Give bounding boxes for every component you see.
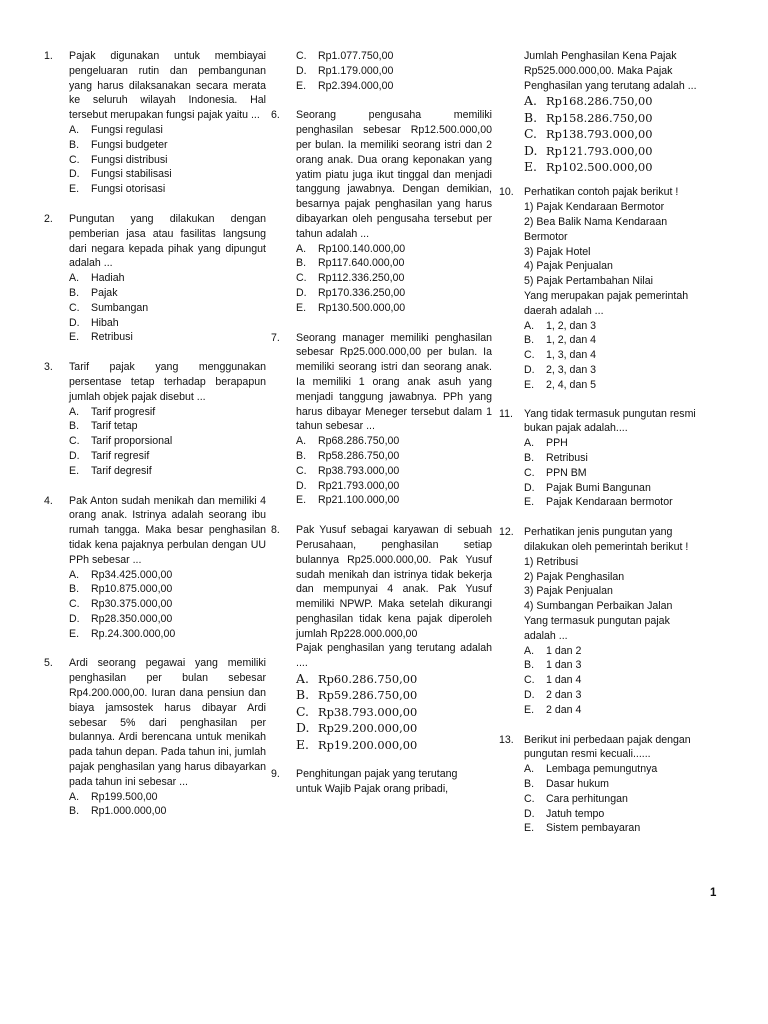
question-text-line: Perhatikan jenis pungutan yang xyxy=(524,526,673,539)
option-e xyxy=(524,159,721,175)
option-b xyxy=(69,419,266,434)
option-text: Rp21.793.000,00 xyxy=(318,479,400,492)
option-text: Rp19.200.000,00 xyxy=(318,737,418,752)
question-text-line: dilakukan oleh pemerintah berikut ! xyxy=(524,540,689,553)
option-a xyxy=(296,671,492,687)
option-letter: D. xyxy=(524,363,535,376)
option-d xyxy=(69,167,266,182)
question-text-line: adalah ... xyxy=(524,629,568,642)
option-letter: C. xyxy=(69,153,80,166)
option-letter: A. xyxy=(296,671,309,687)
question-text: Tarif pajak yang menggunakan persentase tetap terhadap berapapun jumlah objek pajak disebut ... xyxy=(69,361,266,403)
options-list xyxy=(296,49,492,93)
option-text: Rp102.500.000,00 xyxy=(546,160,653,175)
option-text: Fungsi otorisasi xyxy=(91,183,166,196)
option-text: Pajak Bumi Bangunan xyxy=(546,481,651,494)
question-number: 9. xyxy=(271,768,280,781)
options-list xyxy=(69,271,266,345)
question-number: 2. xyxy=(44,212,53,225)
option-letter: E. xyxy=(69,331,80,344)
question-number: 10. xyxy=(499,186,514,199)
option-text: Rp59.286.750,00 xyxy=(318,688,418,703)
option-text: Rp29.200.000,00 xyxy=(318,721,418,736)
option-text: PPH xyxy=(546,437,568,450)
question-text-line: untuk Wajib Pajak orang pribadi, xyxy=(296,782,449,795)
question-text-line: daerah adalah ... xyxy=(524,304,604,317)
question-11 xyxy=(499,407,721,511)
question-4 xyxy=(44,494,266,642)
option-c xyxy=(296,271,492,286)
option-c xyxy=(69,597,266,612)
option-letter: D. xyxy=(296,720,310,736)
option-d xyxy=(524,807,721,822)
option-d xyxy=(296,64,492,79)
option-letter: A. xyxy=(524,763,535,776)
question-13 xyxy=(499,733,721,837)
option-letter: D. xyxy=(524,481,535,494)
option-text: Rp21.100.000,00 xyxy=(318,494,400,507)
option-letter: E. xyxy=(524,822,535,835)
option-text: Rp38.793.000,00 xyxy=(318,704,418,719)
option-letter: A. xyxy=(69,568,80,581)
option-c xyxy=(296,49,492,64)
option-text: Rp10.875.000,00 xyxy=(91,583,173,596)
option-letter: E. xyxy=(69,183,80,196)
option-letter: A. xyxy=(296,242,307,255)
option-c xyxy=(524,792,721,807)
question-5 xyxy=(44,656,266,819)
option-letter: D. xyxy=(296,479,307,492)
option-letter: A. xyxy=(296,435,307,448)
option-text: Sumbangan xyxy=(91,301,149,314)
question-text-line: Bermotor xyxy=(524,230,568,243)
options-list xyxy=(296,242,492,316)
option-letter: A. xyxy=(69,123,80,136)
option-letter: D. xyxy=(69,316,80,329)
option-letter: C. xyxy=(524,466,535,479)
option-letter: E. xyxy=(296,79,307,92)
option-text: Tarif regresif xyxy=(91,449,150,462)
option-text: Rp121.793.000,00 xyxy=(546,143,653,158)
option-d xyxy=(296,720,492,736)
option-letter: A. xyxy=(524,93,537,109)
options-list xyxy=(524,93,721,175)
option-text: Rp38.793.000,00 xyxy=(318,464,400,477)
option-text: 2 dan 3 xyxy=(546,688,582,701)
option-b xyxy=(296,449,492,464)
option-c xyxy=(524,348,721,363)
question-1 xyxy=(44,49,266,197)
option-letter: E. xyxy=(69,464,80,477)
option-text: Dasar hukum xyxy=(546,777,609,790)
column-3 xyxy=(499,49,721,836)
question-9-continued xyxy=(499,49,721,175)
page-number: 1 xyxy=(710,887,717,899)
option-text: Tarif tetap xyxy=(91,420,138,433)
question-prompt: Pajak penghasilan yang terutang adalah .... xyxy=(296,642,492,670)
option-text: Rp1.000.000,00 xyxy=(91,805,167,818)
question-number: 3. xyxy=(44,361,53,374)
question-12 xyxy=(499,525,721,717)
option-e xyxy=(296,301,492,316)
options-list xyxy=(524,644,721,718)
option-letter: C. xyxy=(524,674,535,687)
option-letter: E. xyxy=(524,159,537,175)
question-text-line: Yang termasuk pungutan pajak xyxy=(524,614,670,627)
option-letter: D. xyxy=(69,449,80,462)
option-a xyxy=(69,790,266,805)
option-text: Rp28.350.000,00 xyxy=(91,612,173,625)
option-letter: B. xyxy=(69,805,80,818)
option-letter: D. xyxy=(524,142,538,158)
option-text: 1, 2, dan 4 xyxy=(546,334,597,347)
question-number: 13. xyxy=(499,733,514,746)
option-text: Fungsi regulasi xyxy=(91,123,163,136)
question-number: 11. xyxy=(499,407,513,420)
option-text: Lembaga pemungutnya xyxy=(546,763,658,776)
option-d xyxy=(69,612,266,627)
option-letter: A. xyxy=(69,405,80,418)
option-c xyxy=(69,301,266,316)
question-text-line: 5) Pajak Pertambahan Nilai xyxy=(524,275,653,288)
question-number: 4. xyxy=(44,494,53,507)
question-number: 12. xyxy=(499,526,514,539)
option-c xyxy=(296,704,492,720)
option-b xyxy=(524,658,721,673)
question-9 xyxy=(271,767,492,797)
option-letter: C. xyxy=(524,792,535,805)
option-letter: D. xyxy=(296,286,307,299)
option-e xyxy=(296,493,492,508)
option-letter: A. xyxy=(69,790,80,803)
question-text: Pak Yusuf sebagai karyawan di sebuah Perusahaan, penghasilan setiap bulannya Rp25.000.000,00. Pak Yusuf sudah menikah dan istrinya tidak bekerja dan mempunyai 4 anak. Pak Yusuf memiliki NPWP. Maka setelah dikurangi penghasilan tidak kena pajak diperoleh jumlah Rp228.000.000,00 xyxy=(296,524,492,640)
option-d xyxy=(524,363,721,378)
question-text-line: 2) Pajak Penghasilan xyxy=(524,570,625,583)
question-text-line: Jumlah Penghasilan Kena Pajak xyxy=(524,50,677,62)
option-letter: D. xyxy=(524,807,535,820)
option-c xyxy=(69,434,266,449)
option-a xyxy=(524,762,721,777)
option-letter: B. xyxy=(524,659,535,672)
option-a xyxy=(524,644,721,659)
option-text: Cara perhitungan xyxy=(546,792,628,805)
options-list xyxy=(524,762,721,836)
option-a xyxy=(296,434,492,449)
question-2 xyxy=(44,212,266,345)
option-text: 1, 2, dan 3 xyxy=(546,319,597,332)
question-text: Ardi seorang pegawai yang memiliki penghasilan per bulan sebesar Rp4.200.000,00. Iuran dana pensiun dan biaya jamsostek harus dibayar Ardi sebesar 5% dari penghasilan per bulannya. Ardi berencana untuk menikah pada tahun depan. Pada tahun ini, jumlah pajak penghasilan yang harus dibayarkan pada tahun ini sebesar ... xyxy=(69,657,266,788)
question-text xyxy=(524,525,721,643)
option-text: 1 dan 2 xyxy=(546,644,582,657)
option-text: Rp30.375.000,00 xyxy=(91,598,173,611)
option-text: Rp2.394.000,00 xyxy=(318,79,394,92)
option-e xyxy=(524,378,721,393)
options-list xyxy=(69,568,266,642)
option-letter: D. xyxy=(524,688,535,701)
question-text-line: Penghasilan yang terutang adalah ... xyxy=(524,79,697,92)
option-text: Jatuh tempo xyxy=(546,807,605,820)
option-text: Rp158.286.750,00 xyxy=(546,110,653,125)
question-number: 1. xyxy=(44,50,53,62)
option-text: 1, 3, dan 4 xyxy=(546,349,597,362)
question-text-line: bukan pajak adalah.... xyxy=(524,422,628,435)
option-b xyxy=(524,451,721,466)
option-letter: C. xyxy=(69,435,80,448)
option-text: Retribusi xyxy=(546,451,588,464)
option-a xyxy=(524,93,721,109)
option-letter: C. xyxy=(296,464,307,477)
question-number: 5. xyxy=(44,657,53,670)
option-text: Retribusi xyxy=(91,331,133,344)
option-text: Rp130.500.000,00 xyxy=(318,301,406,314)
option-e xyxy=(69,627,266,642)
option-letter: A. xyxy=(524,437,535,450)
question-text: Seorang pengusaha memiliki penghasilan sebesar Rp12.500.000,00 per bulan. Ia memiliki seorang istri dan 2 orang anak. Dua orang keponakan yang yatim piatu juga ikut tinggal dan menjadi tanggung jawabnya. Dengan demikian, besarnya pajak penghasilan yang harus dibayarkan oleh pengusaha tersebut per tahun adalah ... xyxy=(296,109,492,240)
option-text: Rp58.286.750,00 xyxy=(318,449,400,462)
option-letter: C. xyxy=(296,703,309,719)
option-text: Rp1.077.750,00 xyxy=(318,50,394,62)
option-letter: B. xyxy=(69,286,80,299)
option-text: Sistem pembayaran xyxy=(546,822,641,835)
option-text: Rp138.793.000,00 xyxy=(546,127,653,142)
option-letter: B. xyxy=(524,777,535,790)
option-text: Rp168.286.750,00 xyxy=(546,94,653,109)
question-8 xyxy=(271,523,492,753)
question-text-line: pungutan resmi kecuali...... xyxy=(524,748,651,761)
option-d xyxy=(69,449,266,464)
option-b xyxy=(296,687,492,703)
option-b xyxy=(69,582,266,597)
question-number: 6. xyxy=(271,109,280,122)
question-number: 8. xyxy=(271,524,280,537)
option-letter: B. xyxy=(69,420,80,433)
question-text: Pak Anton sudah menikah dan memiliki 4 orang anak. Istrinya adalah seorang ibu rumah tangga. Maka besar penghasilan tidak kena pajaknya perbulan dengan UU PPh sebesar ... xyxy=(69,494,266,566)
option-a xyxy=(69,123,266,138)
question-text xyxy=(296,767,492,797)
option-e xyxy=(296,79,492,94)
question-text: Pajak digunakan untuk membiayai pengeluaran rutin dan pembangunan yang harus dilaksanakan secara merata ke seluruh wilayah Indonesia. Hal tersebut merupakan fungsi pajak yaitu ... xyxy=(69,50,266,122)
option-c xyxy=(69,153,266,168)
option-a xyxy=(69,405,266,420)
question-10 xyxy=(499,185,721,392)
question-7 xyxy=(271,331,492,509)
question-text-line: 1) Retribusi xyxy=(524,555,579,568)
option-e xyxy=(69,464,266,479)
option-letter: B. xyxy=(296,687,310,703)
option-letter: D. xyxy=(69,168,80,181)
question-text-line: Yang tidak termasuk pungutan resmi xyxy=(524,407,696,420)
question-text xyxy=(524,185,721,318)
option-c xyxy=(524,466,721,481)
option-e xyxy=(524,495,721,510)
option-letter: B. xyxy=(296,257,307,270)
option-letter: A. xyxy=(524,644,535,657)
option-a xyxy=(69,568,266,583)
option-text: 1 dan 3 xyxy=(546,659,582,672)
question-text-line: 4) Pajak Penjualan xyxy=(524,260,613,273)
option-letter: E. xyxy=(296,736,309,752)
option-letter: E. xyxy=(69,627,80,640)
option-letter: B. xyxy=(69,138,80,151)
option-text: Rp112.336.250,00 xyxy=(318,272,405,285)
options-list xyxy=(296,434,492,508)
option-d xyxy=(69,316,266,331)
option-text: Rp199.500,00 xyxy=(91,790,158,803)
option-b xyxy=(524,777,721,792)
option-e xyxy=(524,703,721,718)
question-number: 7. xyxy=(271,331,280,344)
option-text: Fungsi budgeter xyxy=(91,138,168,151)
question-text-line: 2) Bea Balik Nama Kendaraan xyxy=(524,216,668,229)
option-text: Hadiah xyxy=(91,272,125,285)
option-text: Hibah xyxy=(91,316,119,329)
option-text: Pajak xyxy=(91,286,118,299)
question-text-line: 3) Pajak Penjualan xyxy=(524,585,613,598)
option-d xyxy=(296,479,492,494)
question-text-line: Perhatikan contoh pajak berikut ! xyxy=(524,186,679,199)
option-e xyxy=(296,737,492,753)
question-6 xyxy=(271,108,492,315)
option-letter: C. xyxy=(524,349,535,362)
options-list xyxy=(69,405,266,479)
option-text: PPN BM xyxy=(546,466,587,479)
question-text-line: Rp525.000.000,00. Maka Pajak xyxy=(524,64,673,77)
option-letter: D. xyxy=(69,612,80,625)
question-text-line: 4) Sumbangan Perbaikan Jalan xyxy=(524,600,673,613)
option-letter: C. xyxy=(296,272,307,285)
option-a xyxy=(296,242,492,257)
option-letter: D. xyxy=(296,64,307,77)
option-letter: C. xyxy=(69,301,80,314)
options-list xyxy=(69,123,266,197)
option-text: Rp117.640.000,00 xyxy=(318,257,405,270)
question-text: Pungutan yang dilakukan dengan pemberian jasa atau fasilitas langsung dari negara kepada pihak yang dipungut adalah ... xyxy=(69,212,266,270)
option-b xyxy=(524,110,721,126)
option-letter: B. xyxy=(524,109,538,125)
question-text: Seorang manager memiliki penghasilan sebesar Rp25.000.000,00 per bulan. Ia memiliki seorang istri dan seorang anak. Ia memiliki 1 orang anak asuh yang menjadi tanggung jawabnya. PPh yang harus dibayar Meneger tersebut dalam 1 tahun sebesar ... xyxy=(296,331,492,433)
option-text: Fungsi stabilisasi xyxy=(91,168,172,181)
option-letter: A. xyxy=(69,272,80,285)
question-text xyxy=(524,407,721,437)
question-text-line: 1) Pajak Kendaraan Bermotor xyxy=(524,201,665,214)
option-text: 2 dan 4 xyxy=(546,703,582,716)
question-text-line: Penghitungan pajak yang terutang xyxy=(296,768,458,781)
option-letter: B. xyxy=(524,334,535,347)
option-letter: E. xyxy=(296,494,307,507)
option-letter: B. xyxy=(296,449,307,462)
option-text: Tarif degresif xyxy=(91,464,152,477)
options-list xyxy=(69,790,266,820)
options-list xyxy=(296,671,492,753)
option-text: Rp60.286.750,00 xyxy=(318,672,418,687)
column-1 xyxy=(44,49,266,819)
option-text: 2, 3, dan 3 xyxy=(546,363,597,376)
option-d xyxy=(524,143,721,159)
question-text xyxy=(524,49,721,93)
option-text: Fungsi distribusi xyxy=(91,153,168,166)
option-text: Rp170.336.250,00 xyxy=(318,286,406,299)
option-letter: E. xyxy=(524,378,535,391)
option-a xyxy=(524,319,721,334)
option-a xyxy=(69,271,266,286)
question-text-line: Berikut ini perbedaan pajak dengan xyxy=(524,733,691,746)
option-b xyxy=(296,256,492,271)
question-text-line: Yang merupakan pajak pemerintah xyxy=(524,290,689,302)
option-letter: B. xyxy=(524,451,535,464)
option-c xyxy=(524,126,721,142)
option-d xyxy=(524,481,721,496)
option-letter: C. xyxy=(296,50,307,62)
option-e xyxy=(69,182,266,197)
option-e xyxy=(524,821,721,836)
question-3 xyxy=(44,360,266,478)
option-b xyxy=(69,804,266,819)
question-text xyxy=(524,733,721,763)
options-list xyxy=(524,436,721,510)
option-letter: B. xyxy=(69,583,80,596)
option-letter: C. xyxy=(524,126,537,142)
option-text: Rp1.179.000,00 xyxy=(318,64,394,77)
option-letter: E. xyxy=(524,703,535,716)
question-text-line: 3) Pajak Hotel xyxy=(524,245,591,258)
option-b xyxy=(69,286,266,301)
question-5-continued xyxy=(271,49,492,93)
column-2 xyxy=(271,49,492,797)
option-a xyxy=(524,436,721,451)
option-text: Rp68.286.750,00 xyxy=(318,435,400,448)
option-c xyxy=(524,673,721,688)
option-text: Rp100.140.000,00 xyxy=(318,242,406,255)
option-letter: E. xyxy=(296,301,307,314)
option-text: Rp.24.300.000,00 xyxy=(91,627,176,640)
option-d xyxy=(296,286,492,301)
options-list xyxy=(524,319,721,393)
option-b xyxy=(524,333,721,348)
option-letter: E. xyxy=(524,496,535,509)
option-letter: C. xyxy=(69,598,80,611)
option-e xyxy=(69,330,266,345)
option-letter: A. xyxy=(524,319,535,332)
option-text: 1 dan 4 xyxy=(546,674,582,687)
option-text: 2, 4, dan 5 xyxy=(546,378,597,391)
option-text: Tarif progresif xyxy=(91,405,156,418)
option-text: Tarif proporsional xyxy=(91,435,173,448)
option-d xyxy=(524,688,721,703)
option-text: Rp34.425.000,00 xyxy=(91,568,173,581)
option-text: Pajak Kendaraan bermotor xyxy=(546,496,673,509)
option-b xyxy=(69,138,266,153)
option-c xyxy=(296,464,492,479)
